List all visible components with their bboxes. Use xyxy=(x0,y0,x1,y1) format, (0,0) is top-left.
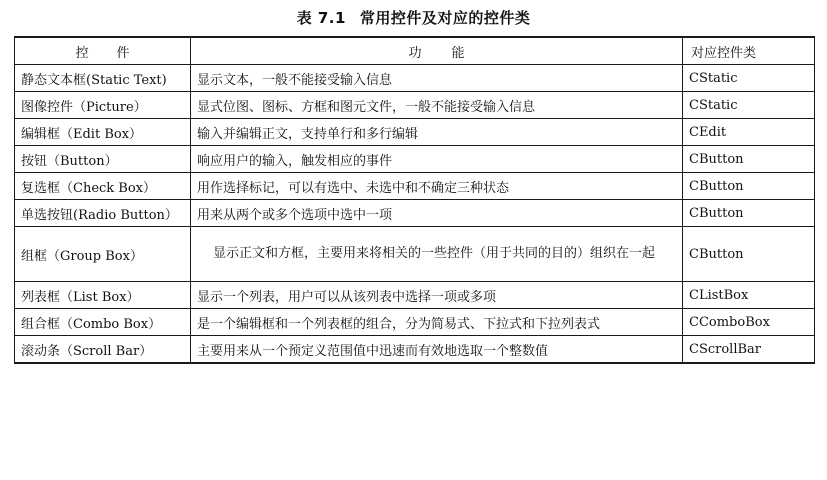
row-class: CStatic xyxy=(683,92,815,119)
table-row xyxy=(15,309,815,336)
row-control-name: 组合框（Combo Box） xyxy=(15,309,191,336)
table-row xyxy=(15,200,815,227)
row-control-name: 图像控件（Picture） xyxy=(15,92,191,119)
table-row xyxy=(15,336,815,364)
header-control: 控件 xyxy=(15,37,191,65)
row-class: CButton xyxy=(683,173,815,200)
row-function: 用来从两个或多个选项中选中一项 xyxy=(191,200,683,227)
controls-table xyxy=(14,36,815,364)
row-control-name: 组框（Group Box） xyxy=(15,227,191,282)
row-class: CButton xyxy=(683,200,815,227)
header-row xyxy=(15,37,815,65)
row-function: 显示一个列表，用户可以从该列表中选择一项或多项 xyxy=(191,282,683,309)
table-number: 表 7.1 xyxy=(296,9,346,27)
row-function: 显式位图、图标、方框和图元文件，一般不能接受输入信息 xyxy=(191,92,683,119)
row-function: 输入并编辑正文，支持单行和多行编辑 xyxy=(191,119,683,146)
table-row xyxy=(15,65,815,92)
table-row xyxy=(15,282,815,309)
table-row xyxy=(15,173,815,200)
header-class: 对应控件类 xyxy=(683,37,815,65)
table-row xyxy=(15,119,815,146)
row-control-name: 列表框（List Box） xyxy=(15,282,191,309)
row-control-name: 滚动条（Scroll Bar） xyxy=(15,336,191,364)
row-function: 显示文本，一般不能接受输入信息 xyxy=(191,65,683,92)
table-row xyxy=(15,227,815,282)
row-class: CButton xyxy=(683,227,815,282)
row-control-name: 静态文本框(Static Text) xyxy=(15,65,191,92)
row-class: CComboBox xyxy=(683,309,815,336)
row-function: 响应用户的输入，触发相应的事件 xyxy=(191,146,683,173)
row-control-name: 编辑框（Edit Box） xyxy=(15,119,191,146)
row-class: CEdit xyxy=(683,119,815,146)
row-function: 用作选择标记，可以有选中、未选中和不确定三种状态 xyxy=(191,173,683,200)
row-function xyxy=(191,227,683,282)
row-control-name: 单选按钮(Radio Button） xyxy=(15,200,191,227)
table-title: 常用控件及对应的控件类 xyxy=(359,9,531,27)
row-class: CButton xyxy=(683,146,815,173)
row-control-name: 复选框（Check Box） xyxy=(15,173,191,200)
row-class: CStatic xyxy=(683,65,815,92)
row-control-name: 按钮（Button） xyxy=(15,146,191,173)
row-function-text: 显示正文和方框，主要用来将相关的一些控件（用于共同的目的）组织在一起 xyxy=(213,246,656,261)
header-function: 功能 xyxy=(191,37,683,65)
row-class: CListBox xyxy=(683,282,815,309)
row-class: CScrollBar xyxy=(683,336,815,364)
table-caption xyxy=(0,8,827,28)
row-function: 主要用来从一个预定义范围值中迅速而有效地选取一个整数值 xyxy=(191,336,683,364)
row-function: 是一个编辑框和一个列表框的组合，分为简易式、下拉式和下拉列表式 xyxy=(191,309,683,336)
table-row xyxy=(15,146,815,173)
table-row xyxy=(15,92,815,119)
